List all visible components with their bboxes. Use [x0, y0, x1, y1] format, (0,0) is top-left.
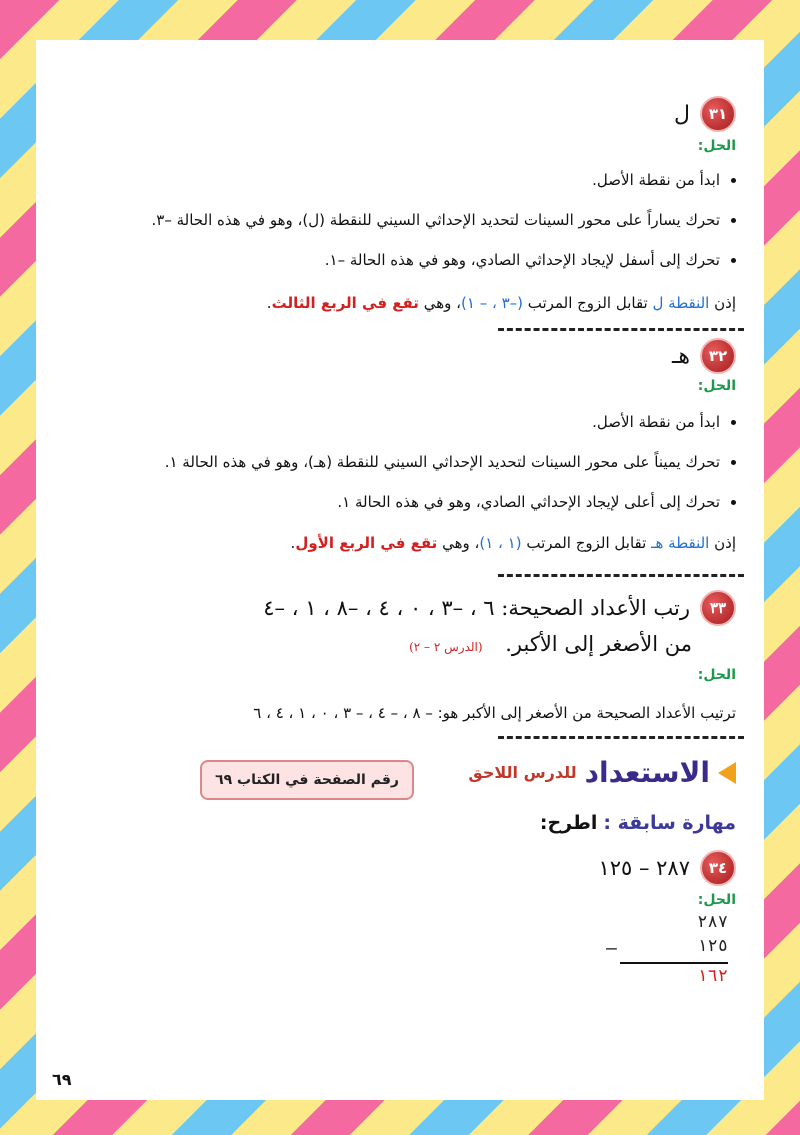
answer-33: ترتيب الأعداد الصحيحة من الأصغر إلى الأكبر هو: – ٨ ، – ٤ ، – ٣ ، ٠ ، ١ ، ٤ ، ٦ [253, 704, 736, 722]
ordered-pair: (١ ، ١) [479, 534, 522, 552]
problem-text: رتب الأعداد الصحيحة: ٦ ، –٣ ، ٠ ، ٤ ، –٨ ، ١ ، –٤ [263, 596, 690, 620]
solution-steps [40, 160, 742, 280]
minuend: ٢٨٧ [697, 912, 728, 932]
divider [498, 328, 744, 331]
problem-text: ٢٨٧ – ١٢٥ [598, 856, 690, 880]
problem-33 [56, 590, 736, 656]
arrow-icon [718, 762, 736, 784]
difference: ١٦٢ [697, 966, 728, 986]
conclusion-text: ، وهي [437, 534, 480, 552]
problem-number-badge: ٣٢ [700, 338, 736, 374]
problem-34-header [598, 850, 736, 886]
problem-number-badge: ٣٣ [700, 590, 736, 626]
vertical-subtraction [606, 912, 728, 990]
step-item: • تحرك يميناً على محور السينات لتحديد الإحداثي السيني للنقطة (هـ)، وهو في هذه الحالة ١. [40, 442, 720, 482]
subtrahend: ١٢٥ [697, 936, 728, 956]
skill-label: مهارة سابقة : [603, 812, 736, 834]
conclusion-text: تقابل الزوج المرتب [523, 294, 653, 312]
point-name: النقطة ل [652, 294, 710, 312]
conclusion-32 [56, 534, 736, 552]
page [36, 40, 764, 1100]
conclusion-text: إذن [709, 534, 736, 552]
minus-sign: – [606, 938, 617, 959]
skill-instruction: اطرح: [539, 812, 598, 834]
step-item: • تحرك يساراً على محور السينات لتحديد الإحداثي السيني للنقطة (ل)، وهو في هذه الحالة –٣. [40, 200, 720, 240]
step-item: • ابدأ من نقطة الأصل. [40, 160, 720, 200]
step-item: • تحرك إلى أعلى لإيجاد الإحداثي الصادي، وهو في هذه الحالة ١. [40, 482, 720, 522]
problem-text: من الأصغر إلى الأكبر. [505, 632, 692, 656]
quadrant: تقع في الربع الثالث [271, 294, 419, 312]
problem-number-badge: ٣٤ [700, 850, 736, 886]
conclusion-text: تقابل الزوج المرتب [521, 534, 652, 552]
lesson-reference: (الدرس ٢ – ٢) [409, 640, 483, 654]
conclusion-31 [56, 294, 736, 312]
problem-text: ل [674, 101, 690, 127]
solution-steps [40, 402, 742, 522]
book-page-reference: رقم الصفحة في الكتاب ٦٩ [200, 760, 414, 800]
conclusion-text: . [266, 294, 272, 312]
solution-label: الحل: [697, 892, 736, 908]
prep-banner [468, 756, 736, 789]
conclusion-text: ، وهي [418, 294, 461, 312]
prep-title: الاستعداد [584, 756, 710, 789]
problem-31-header [674, 96, 736, 132]
divider [498, 574, 744, 577]
conclusion-text: . [290, 534, 296, 552]
solution-label: الحل: [697, 667, 736, 683]
prior-skill [540, 812, 736, 834]
problem-text: هـ [671, 343, 690, 369]
solution-label: الحل: [697, 378, 736, 394]
step-item: • ابدأ من نقطة الأصل. [40, 402, 720, 442]
point-name: النقطة هـ [651, 534, 710, 552]
quadrant: تقع في الربع الأول [295, 534, 438, 552]
page-number: ٦٩ [52, 1070, 72, 1089]
problem-number-badge: ٣١ [700, 96, 736, 132]
prep-subtitle: للدرس اللاحق [468, 763, 577, 782]
sum-line [620, 962, 728, 964]
ordered-pair: (–٣ ، – ١) [461, 294, 523, 312]
solution-label: الحل: [697, 138, 736, 154]
divider [498, 736, 744, 739]
conclusion-text: إذن [709, 294, 736, 312]
step-item: • تحرك إلى أسفل لإيجاد الإحداثي الصادي، وهو في هذه الحالة –١. [40, 240, 720, 280]
problem-32-header [672, 338, 736, 374]
